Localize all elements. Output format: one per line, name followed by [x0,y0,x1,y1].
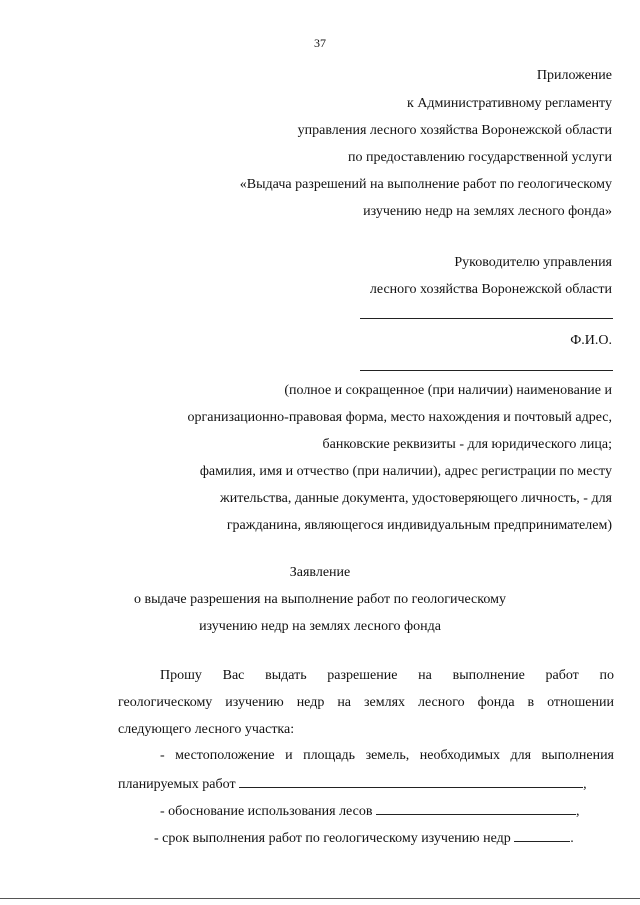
title-subline: о выдаче разрешения на выполнение работ по геологическому [134,592,506,607]
addressee-org: лесного хозяйства Воронежской области [369,282,612,297]
item-location-line: - местоположение и площадь земель, необходимых для выполнения [160,748,614,763]
title-heading: Заявление [289,565,351,580]
item-justification-label: - обоснование использования лесов [160,804,373,819]
item-term-label: - срок выполнения работ по геологическому изучению недр [154,831,511,846]
body-line: геологическому изучению недр на землях лесного фонда в отношении [118,695,614,710]
appendix-line: по предоставлению государственной услуги [348,150,612,165]
hint-line: (полное и сокращенное (при наличии) наименование и [284,383,612,398]
page-edge-line [0,898,640,899]
item-location-label: планируемых работ [118,777,236,792]
appendix-line: изучению недр на землях лесного фонда» [363,204,612,219]
appendix-line: управления лесного хозяйства Воронежской области [297,123,612,138]
punctuation: , [583,777,587,792]
item-location-field [118,775,587,793]
item-location-blank[interactable] [239,775,583,788]
item-justification-blank[interactable] [376,802,576,815]
appendix-line: Приложение [536,68,612,83]
addressee-fio: Ф.И.О. [570,333,612,348]
body-line: Прошу Вас выдать разрешение на выполнение работ по [160,668,614,683]
appendix-line: к Административному регламенту [407,96,612,111]
hint-line: гражданина, являющегося индивидуальным предпринимателем) [226,518,612,533]
punctuation: , [575,804,580,819]
addressee-title: Руководителю управления [454,255,612,270]
item-justification-field [160,802,579,820]
hint-line: организационно-правовая форма, место нахождения и почтовый адрес, [187,410,612,425]
body-line: следующего лесного участка: [118,722,295,737]
title-subline: изучению недр на землях лесного фонда [199,619,441,634]
page-number: 37 [314,36,326,50]
hint-line: фамилия, имя и отчество (при наличии), адрес регистрации по месту [199,464,612,479]
applicant-blank-line [360,370,613,371]
item-term-field [154,829,574,847]
addressee-blank-line [360,318,613,319]
appendix-line: «Выдача разрешений на выполнение работ по геологическому [239,177,612,192]
item-term-blank[interactable] [514,829,570,842]
hint-line: жительства, данные документа, удостоверяющего личность, - для [220,491,612,506]
punctuation: . [570,831,574,846]
hint-line: банковские реквизиты - для юридического лица; [322,437,612,452]
